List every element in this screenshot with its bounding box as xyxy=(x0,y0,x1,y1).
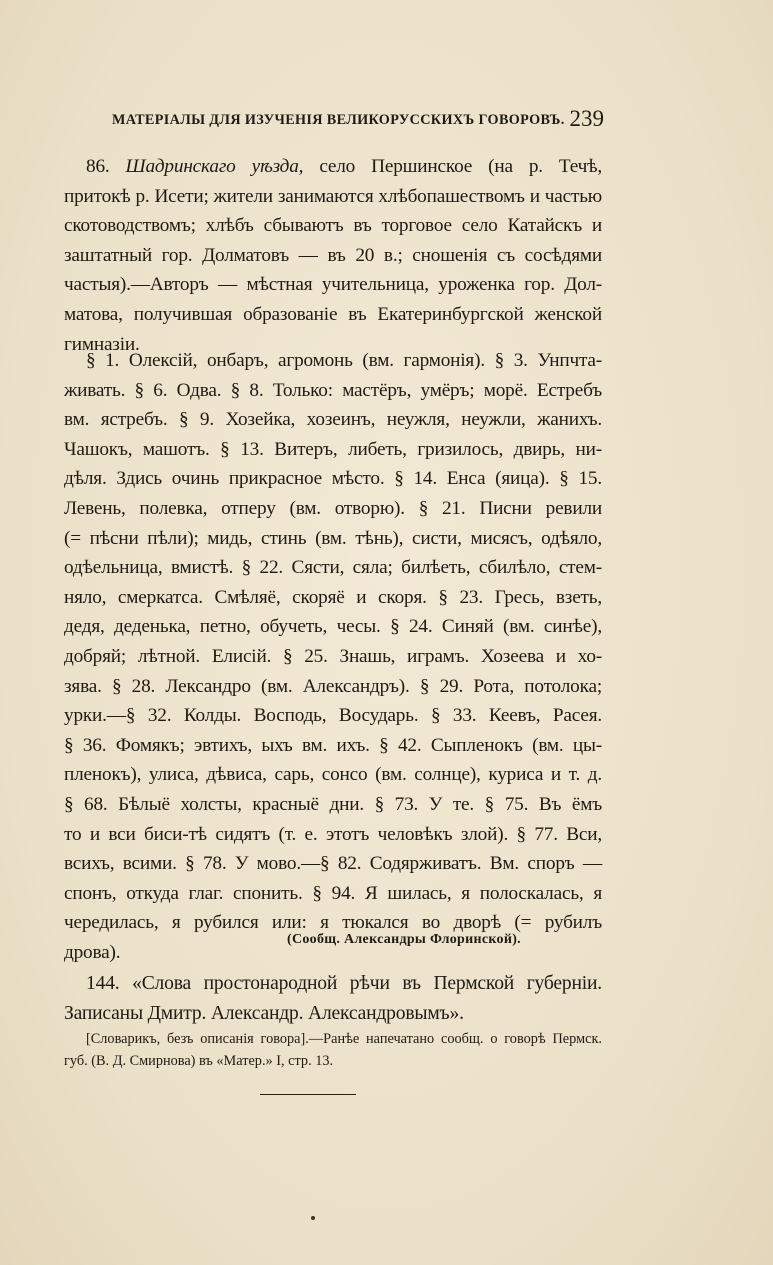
entry-144 xyxy=(64,969,602,1029)
entry-86 xyxy=(64,152,602,359)
entry-86-line xyxy=(64,152,602,182)
bibliographic-note xyxy=(64,1029,602,1072)
sections-line: няло, смеркатса. Смѣляё, скоряё и скоря. § 23. Гресь, взеть, xyxy=(64,586,602,608)
sections-line: живать. § 6. Одва. § 8. Только: мастёръ, умёръ; морё. Естребъ xyxy=(64,379,602,401)
sections-line: Левень, полевка, отперу (вм. отворю). § 21. Писни ревили xyxy=(64,497,602,519)
sections-line: одѣельница, вмистѣ. § 22. Сясти, сяла; билѣеть, сбилѣло, стем- xyxy=(64,557,602,579)
sections-line: то и вси биси-тѣ сидятъ (т. е. этотъ человѣкъ злой). § 77. Вси, xyxy=(64,823,602,845)
sections-line: (= пѣсни пѣли); мидь, стинь (вм. тѣнь), систи, мисясъ, одѣяло, xyxy=(64,527,602,549)
entry-86-line: заштатный гор. Долматовъ — въ 20 в.; сношенія съ сосѣдями xyxy=(64,244,602,266)
sections-line: спонъ, откуда глаг. спонить. § 94. Я шилась, я полоскалась, я xyxy=(64,882,602,904)
entry-86-line-text: село Першинское (на р. Течѣ, xyxy=(319,156,603,177)
sections-paragraph xyxy=(64,346,602,967)
source-attribution: (Сообщ. Александры Флоринской). xyxy=(287,932,521,947)
sections-line: чередилась, я рубился или: я тюкался во дворѣ (= рубилъ xyxy=(64,912,602,934)
sections-line: урки.—§ 32. Колды. Восподь, Восударь. § 33. Кеевъ, Расея. xyxy=(64,705,602,727)
note-text: [Словарикъ, безъ описанія говора].—Ранѣе напечатано сообщ. о говорѣ Пермск. губ. (В. Д. Смирнова) въ «Матер.» I, стр. 13. xyxy=(64,1031,602,1069)
sections-line: вм. ястребъ. § 9. Хозейка, хозеинъ, неужля, неужли, жанихъ. xyxy=(64,409,602,431)
entry-86-line: частыя).—Авторъ — мѣстная учительница, уроженка гор. Дол- xyxy=(64,274,602,296)
running-title: МАТЕРІАЛЫ ДЛЯ ИЗУЧЕНІЯ ВЕЛИКОРУССКИХЪ ГОВОРОВЪ. xyxy=(112,112,565,128)
sections-line: всихъ, всими. § 78. У мово.—§ 82. Содярживатъ. Вм. споръ — xyxy=(64,853,602,875)
entry-144-line: Записаны Дмитр. Александр. Александровымъ». xyxy=(64,1003,464,1024)
entry-86-line: гимназіи. xyxy=(64,333,140,355)
entry-144-line: 144. «Слова простонародной рѣчи въ Пермской губерніи. xyxy=(86,973,602,994)
sections-line: пленокъ), улиса, дѣвиса, сарь, сонсо (вм. солнце), куриса и т. д. xyxy=(64,764,602,786)
sections-line: Чашокъ, машотъ. § 13. Витеръ, либеть, гризилось, двирь, ни- xyxy=(64,438,602,460)
entry-86-line: притокѣ р. Исети; жители занимаются хлѣбопашествомъ и частью xyxy=(64,185,602,207)
sections-line: § 68. Бѣлыё холсты, красныё дни. § 73. У те. § 75. Въ ёмъ xyxy=(64,793,602,815)
page-number: 239 xyxy=(569,106,604,131)
sections-line: дрова). xyxy=(64,941,121,963)
entry-number: 86. xyxy=(86,156,110,177)
entry-86-line: скотоводствомъ; хлѣбъ сбываютъ въ торговое село Катайскъ и xyxy=(64,215,602,237)
sections-line: зява. § 28. Лександро (вм. Александръ). § 29. Рота, потолока; xyxy=(64,675,602,697)
entry-86-line: матова, получившая образованіе въ Екатеринбургской женской xyxy=(64,303,602,325)
sections-line: § 1. Олексій, онбаръ, агромонь (вм. гармонія). § 3. Унпчта- xyxy=(86,350,602,371)
entry-place: Шадринскаго уѣзда, xyxy=(125,156,304,177)
sections-line: дѣля. Здись очинь прикрасное мѣсто. § 14. Енса (яица). § 15. xyxy=(64,468,602,490)
running-header xyxy=(112,106,604,136)
page-speck xyxy=(311,1216,315,1220)
sections-line: дедя, деденька, петно, обучеть, чесы. § 24. Синяй (вм. синѣе), xyxy=(64,616,602,638)
section-divider xyxy=(260,1094,356,1095)
sections-line: добряй; лѣтной. Елисій. § 25. Знашь, играмъ. Хозеева и хо- xyxy=(64,645,602,667)
sections-line: § 36. Фомякъ; эвтихъ, ыхъ вм. ихъ. § 42. Сыпленокъ (вм. цы- xyxy=(64,734,602,756)
